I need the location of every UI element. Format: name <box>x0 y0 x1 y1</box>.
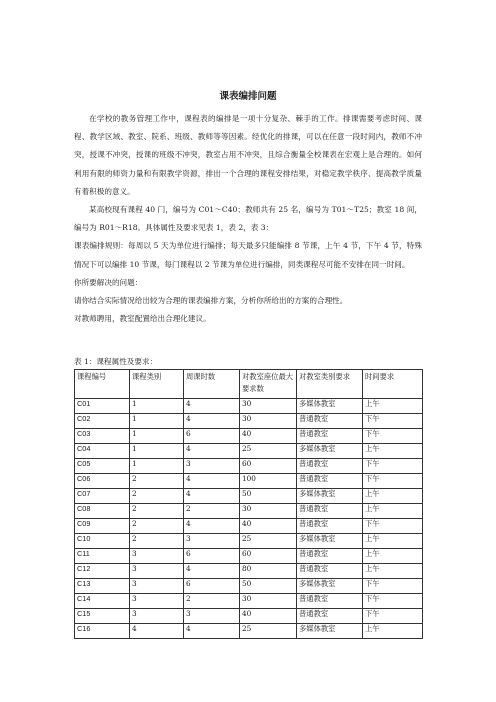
table-row <box>75 594 423 609</box>
header-room-type: 对教室类别要求 <box>297 370 363 399</box>
cell-time-requirement: 上午 <box>363 624 423 639</box>
cell-time-requirement: 上午 <box>363 399 423 414</box>
header-course-id: 课程编号 <box>75 370 130 399</box>
cell-course-id: C08 <box>75 504 130 519</box>
cell-weekly-hours: 4 <box>184 474 240 489</box>
cell-seat-requirement: 80 <box>240 564 297 579</box>
table-row <box>75 609 423 624</box>
cell-course-type: 3 <box>130 549 184 564</box>
cell-course-type: 1 <box>130 399 184 414</box>
cell-weekly-hours: 4 <box>184 564 240 579</box>
cell-time-requirement: 下午 <box>363 414 423 429</box>
cell-room-type: 普通教室 <box>297 414 363 429</box>
cell-seat-requirement: 25 <box>240 444 297 459</box>
table-row <box>75 429 423 444</box>
cell-weekly-hours: 4 <box>184 399 240 414</box>
cell-course-type: 3 <box>130 609 184 624</box>
cell-course-id: C11 <box>75 549 130 564</box>
cell-room-type: 普通教室 <box>297 504 363 519</box>
cell-weekly-hours: 6 <box>184 429 240 444</box>
table-header-row <box>75 370 423 399</box>
cell-room-type: 多媒体教室 <box>297 489 363 504</box>
cell-course-type: 1 <box>130 414 184 429</box>
paragraph-intro: 在学校的教务管理工作中，课程表的编排是一项十分复杂、棘手的工作。排课需要考虑时间、课程、教学区域、教室、院系、班级、教师等等因素。经优化的排课，可以在任意一段时间内，教师不冲突，授课不冲突，授课的班级不冲突，教室占用不冲突，且综合衡量全校课表在宏观上是合理的。如何利用有限的师资力量和有限教学资源，排出一个合理的课程安排结果，对稳定教学秩序、提高教学质量有着积极的意义。 <box>74 114 422 196</box>
cell-time-requirement: 下午 <box>363 519 423 534</box>
table-row <box>75 564 423 579</box>
cell-room-type: 普通教室 <box>297 594 363 609</box>
cell-course-type: 4 <box>130 624 184 639</box>
table-row <box>75 579 423 594</box>
table-row <box>75 489 423 504</box>
cell-course-id: C06 <box>75 474 130 489</box>
cell-seat-requirement: 60 <box>240 459 297 474</box>
cell-course-type: 2 <box>130 474 184 489</box>
cell-course-type: 2 <box>130 519 184 534</box>
cell-seat-requirement: 25 <box>240 624 297 639</box>
paragraph-question-1: 请你结合实际情况给出较为合理的课表编排方案，分析你所给出的方案的合理性。 <box>74 296 348 306</box>
cell-seat-requirement: 30 <box>240 399 297 414</box>
table-row <box>75 534 423 549</box>
cell-room-type: 普通教室 <box>297 429 363 444</box>
cell-course-id: C16 <box>75 624 130 639</box>
table-row <box>75 399 423 414</box>
cell-weekly-hours: 3 <box>184 609 240 624</box>
cell-time-requirement: 下午 <box>363 609 423 624</box>
cell-time-requirement: 下午 <box>363 459 423 474</box>
header-time-requirement: 时间要求 <box>363 370 423 399</box>
cell-course-type: 3 <box>130 594 184 609</box>
cell-weekly-hours: 2 <box>184 594 240 609</box>
cell-course-id: C05 <box>75 459 130 474</box>
cell-weekly-hours: 3 <box>184 534 240 549</box>
cell-room-type: 多媒体教室 <box>297 444 363 459</box>
cell-seat-requirement: 60 <box>240 549 297 564</box>
cell-time-requirement: 上午 <box>363 504 423 519</box>
cell-room-type: 普通教室 <box>297 474 363 489</box>
cell-course-id: C07 <box>75 489 130 504</box>
cell-course-type: 2 <box>130 489 184 504</box>
cell-time-requirement: 上午 <box>363 489 423 504</box>
cell-weekly-hours: 4 <box>184 444 240 459</box>
cell-course-id: C02 <box>75 414 130 429</box>
cell-seat-requirement: 40 <box>240 429 297 444</box>
cell-room-type: 普通教室 <box>297 549 363 564</box>
cell-room-type: 多媒体教室 <box>297 579 363 594</box>
table-row <box>75 624 423 639</box>
course-table <box>74 369 423 639</box>
cell-room-type: 多媒体教室 <box>297 399 363 414</box>
cell-time-requirement: 上午 <box>363 549 423 564</box>
paragraph-resources: 某高校现有课程 40 门，编号为 C01～C40；教师共有 25 名，编号为 T01～T25；教室 18 间，编号为 R01～R18。具体属性及要求见表 1，表 2，表 3： <box>74 205 422 233</box>
paragraph-question-2: 对教师聘用，教室配置给出合理化建议。 <box>74 314 211 324</box>
cell-seat-requirement: 30 <box>240 504 297 519</box>
cell-course-id: C12 <box>75 564 130 579</box>
cell-time-requirement: 上午 <box>363 534 423 549</box>
cell-time-requirement: 下午 <box>363 429 423 444</box>
cell-course-id: C10 <box>75 534 130 549</box>
cell-room-type: 多媒体教室 <box>297 624 363 639</box>
page-title: 课表编排问题 <box>219 91 277 102</box>
cell-weekly-hours: 6 <box>184 549 240 564</box>
header-course-type: 课程类别 <box>130 370 184 399</box>
body-text <box>74 110 422 328</box>
cell-time-requirement: 上午 <box>363 564 423 579</box>
cell-seat-requirement: 40 <box>240 609 297 624</box>
cell-weekly-hours: 4 <box>184 624 240 639</box>
header-seat-requirement: 对教室座位最大要求数 <box>240 370 297 399</box>
cell-course-type: 1 <box>130 459 184 474</box>
cell-course-type: 3 <box>130 564 184 579</box>
cell-course-id: C14 <box>75 594 130 609</box>
cell-room-type: 普通教室 <box>297 459 363 474</box>
cell-time-requirement: 上午 <box>363 444 423 459</box>
table-row <box>75 519 423 534</box>
cell-course-type: 2 <box>130 504 184 519</box>
table-body <box>75 399 423 639</box>
table-row <box>75 414 423 429</box>
table-caption: 表 1：课程属性及要求： <box>74 357 158 366</box>
table-row <box>75 474 423 489</box>
cell-seat-requirement: 100 <box>240 474 297 489</box>
cell-seat-requirement: 25 <box>240 534 297 549</box>
cell-course-type: 3 <box>130 579 184 594</box>
cell-weekly-hours: 4 <box>184 519 240 534</box>
header-weekly-hours: 周课时数 <box>184 370 240 399</box>
cell-course-type: 2 <box>130 534 184 549</box>
cell-course-id: C04 <box>75 444 130 459</box>
table-row <box>75 459 423 474</box>
cell-seat-requirement: 50 <box>240 489 297 504</box>
cell-course-id: C03 <box>75 429 130 444</box>
cell-weekly-hours: 3 <box>184 459 240 474</box>
cell-course-type: 1 <box>130 444 184 459</box>
cell-weekly-hours: 4 <box>184 414 240 429</box>
cell-time-requirement: 下午 <box>363 474 423 489</box>
cell-course-id: C13 <box>75 579 130 594</box>
cell-room-type: 普通教室 <box>297 609 363 624</box>
cell-weekly-hours: 4 <box>184 489 240 504</box>
cell-time-requirement: 下午 <box>363 579 423 594</box>
cell-weekly-hours: 2 <box>184 504 240 519</box>
cell-seat-requirement: 30 <box>240 414 297 429</box>
cell-room-type: 普通教室 <box>297 564 363 579</box>
cell-weekly-hours: 6 <box>184 579 240 594</box>
paragraph-rules: 课表编排规则：每周以 5 天为单位进行编排；每天最多只能编排 8 节课，上午 4 节，下午 4 节，特殊情况下可以编排 10 节课，每门课程以 2 节课为单位进行编排，同类课程尽可能不安排在同一时间。 <box>74 241 422 269</box>
cell-seat-requirement: 50 <box>240 579 297 594</box>
cell-seat-requirement: 30 <box>240 594 297 609</box>
cell-course-id: C01 <box>75 399 130 414</box>
cell-seat-requirement: 40 <box>240 519 297 534</box>
table-row <box>75 504 423 519</box>
table-row <box>75 549 423 564</box>
cell-course-type: 1 <box>130 429 184 444</box>
cell-course-id: C09 <box>75 519 130 534</box>
cell-time-requirement: 下午 <box>363 594 423 609</box>
cell-room-type: 普通教室 <box>297 519 363 534</box>
table-row <box>75 444 423 459</box>
cell-room-type: 多媒体教室 <box>297 534 363 549</box>
cell-course-id: C15 <box>75 609 130 624</box>
paragraph-question-heading: 你所要解决的问题： <box>74 277 143 287</box>
